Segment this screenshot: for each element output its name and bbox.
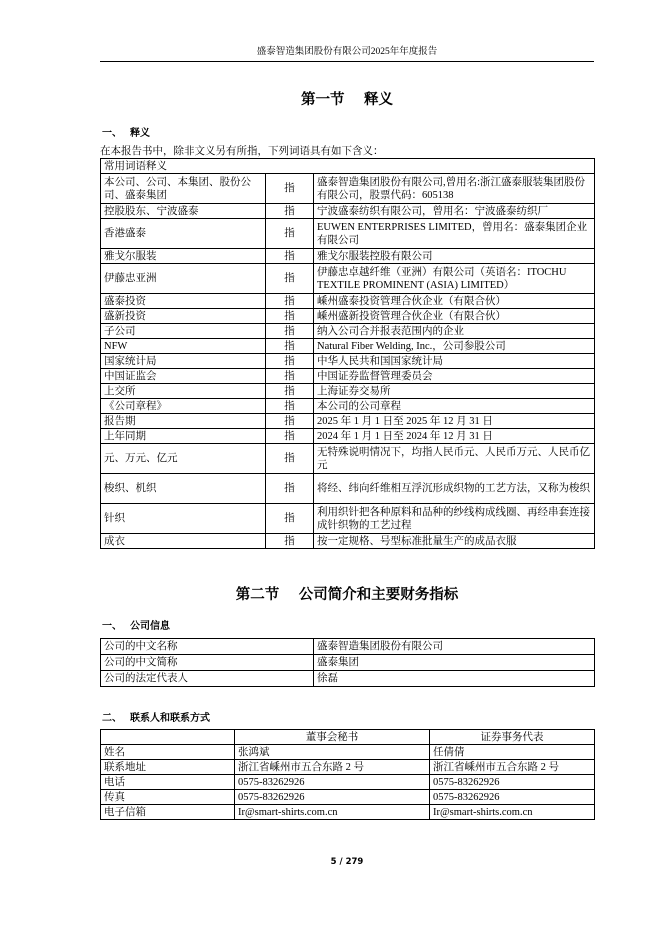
definition-text: 2025 年 1 月 1 日至 2025 年 12 月 31 日 bbox=[314, 414, 595, 429]
definition-term: 上交所 bbox=[101, 384, 266, 399]
definition-term: 盛新投资 bbox=[101, 309, 266, 324]
definition-text: 伊藤忠卓越纤维（亚洲）有限公司（英语名：ITOCHU TEXTILE PROMINENT (ASIA) LIMITED） bbox=[314, 264, 595, 294]
definition-row bbox=[101, 219, 595, 249]
header-rule bbox=[100, 61, 594, 62]
definition-separator: 指 bbox=[266, 474, 314, 504]
definition-row bbox=[101, 429, 595, 444]
contact-secretary-value: Ir@smart-shirts.com.cn bbox=[235, 805, 430, 820]
definition-separator: 指 bbox=[266, 369, 314, 384]
company-info-row bbox=[101, 671, 595, 687]
contact-secretary-value: 0575-83262926 bbox=[235, 775, 430, 790]
contact-rep-value: 任倩倩 bbox=[430, 745, 595, 760]
subsection-number: 一、 bbox=[102, 128, 122, 139]
definition-separator: 指 bbox=[266, 309, 314, 324]
company-info-row bbox=[101, 655, 595, 671]
definition-row bbox=[101, 324, 595, 339]
definition-separator: 指 bbox=[266, 399, 314, 414]
subsection-number: 一、 bbox=[102, 621, 122, 632]
definition-term: 子公司 bbox=[101, 324, 266, 339]
definition-row bbox=[101, 444, 595, 474]
subsection-definitions-heading bbox=[102, 124, 150, 139]
contact-row bbox=[101, 775, 595, 790]
definition-text: 嵊州盛新投资管理合伙企业（有限合伙） bbox=[314, 309, 595, 324]
company-info-value: 徐磊 bbox=[314, 671, 595, 687]
definition-row bbox=[101, 369, 595, 384]
definition-separator: 指 bbox=[266, 354, 314, 369]
company-info-value: 盛泰智造集团股份有限公司 bbox=[314, 639, 595, 655]
contact-row bbox=[101, 745, 595, 760]
definition-term: 梭织、机织 bbox=[101, 474, 266, 504]
definition-text: 利用织针把各种原料和品种的纱线构成线圈、再经串套连接成针织物的工艺过程 bbox=[314, 504, 595, 534]
definition-text: 本公司的公司章程 bbox=[314, 399, 595, 414]
company-info-label: 公司的中文简称 bbox=[101, 655, 314, 671]
contact-row bbox=[101, 790, 595, 805]
contact-label: 联系地址 bbox=[101, 760, 235, 775]
definition-row bbox=[101, 249, 595, 264]
contact-rep-value: 0575-83262926 bbox=[430, 790, 595, 805]
subsection-title: 联系人和联系方式 bbox=[130, 713, 210, 724]
definition-text: 将经、纬向纤维相互浮沉形成织物的工艺方法，又称为梭织 bbox=[314, 474, 595, 504]
definition-row bbox=[101, 204, 595, 219]
contacts-column-header: 董事会秘书 bbox=[235, 730, 430, 745]
definition-separator: 指 bbox=[266, 504, 314, 534]
definition-separator: 指 bbox=[266, 384, 314, 399]
definition-text: 中国证券监督管理委员会 bbox=[314, 369, 595, 384]
definition-separator: 指 bbox=[266, 219, 314, 249]
definition-row bbox=[101, 264, 595, 294]
definition-row bbox=[101, 294, 595, 309]
subsection-company-info-heading bbox=[102, 617, 170, 632]
subsection-contacts-heading bbox=[102, 709, 210, 724]
definition-term: 伊藤忠亚洲 bbox=[101, 264, 266, 294]
definition-term: 中国证监会 bbox=[101, 369, 266, 384]
definition-text: EUWEN ENTERPRISES LIMITED，曾用名：盛泰集团企业有限公司 bbox=[314, 219, 595, 249]
contact-secretary-value: 张鸿斌 bbox=[235, 745, 430, 760]
table-caption: 常用词语释义 bbox=[101, 159, 595, 174]
definition-text: 盛泰智造集团股份有限公司,曾用名:浙江盛泰服装集团股份有限公司，股票代码：605138 bbox=[314, 174, 595, 204]
definitions-table bbox=[100, 158, 595, 549]
definition-separator: 指 bbox=[266, 174, 314, 204]
definition-separator: 指 bbox=[266, 324, 314, 339]
definition-separator: 指 bbox=[266, 294, 314, 309]
contact-row bbox=[101, 760, 595, 775]
contact-rep-value: Ir@smart-shirts.com.cn bbox=[430, 805, 595, 820]
definition-text: 嵊州盛泰投资管理合伙企业（有限合伙） bbox=[314, 294, 595, 309]
definition-term: 针织 bbox=[101, 504, 266, 534]
definition-separator: 指 bbox=[266, 249, 314, 264]
definition-text: 2024 年 1 月 1 日至 2024 年 12 月 31 日 bbox=[314, 429, 595, 444]
contact-label: 传真 bbox=[101, 790, 235, 805]
definition-term: 雅戈尔服装 bbox=[101, 249, 266, 264]
definition-row bbox=[101, 309, 595, 324]
contact-rep-value: 0575-83262926 bbox=[430, 775, 595, 790]
contact-label: 电子信箱 bbox=[101, 805, 235, 820]
subsection-title: 释义 bbox=[130, 128, 150, 139]
definition-term: 香港盛泰 bbox=[101, 219, 266, 249]
intro-text: 在本报告书中，除非文义另有所指，下列词语具有如下含义： bbox=[100, 146, 384, 157]
definition-term: 本公司、公司、本集团、股份公司、盛泰集团 bbox=[101, 174, 266, 204]
definition-term: 报告期 bbox=[101, 414, 266, 429]
definition-separator: 指 bbox=[266, 429, 314, 444]
definition-separator: 指 bbox=[266, 414, 314, 429]
contact-label: 电话 bbox=[101, 775, 235, 790]
definition-row bbox=[101, 534, 595, 549]
company-info-value: 盛泰集团 bbox=[314, 655, 595, 671]
definition-text: Natural Fiber Welding, Inc.，公司参股公司 bbox=[314, 339, 595, 354]
definition-term: NFW bbox=[101, 339, 266, 354]
section-1-title: 第一节 释义 bbox=[300, 92, 394, 108]
contacts-table bbox=[100, 729, 595, 820]
definition-text: 无特殊说明情况下，均指人民币元、人民币万元、人民币亿元 bbox=[314, 444, 595, 474]
subsection-title: 公司信息 bbox=[130, 621, 170, 632]
contacts-header-row bbox=[101, 730, 595, 745]
definition-text: 中华人民共和国国家统计局 bbox=[314, 354, 595, 369]
definition-row bbox=[101, 399, 595, 414]
definition-separator: 指 bbox=[266, 444, 314, 474]
subsection-number: 二、 bbox=[102, 713, 122, 724]
definition-separator: 指 bbox=[266, 204, 314, 219]
definition-text: 上海证券交易所 bbox=[314, 384, 595, 399]
definition-term: 控股股东、宁波盛泰 bbox=[101, 204, 266, 219]
definition-row bbox=[101, 504, 595, 534]
definition-row bbox=[101, 354, 595, 369]
company-info-row bbox=[101, 639, 595, 655]
contact-secretary-value: 浙江省嵊州市五合东路 2 号 bbox=[235, 760, 430, 775]
definition-row bbox=[101, 339, 595, 354]
definition-text: 雅戈尔服装控股有限公司 bbox=[314, 249, 595, 264]
definition-text: 纳入公司合并报表范围内的企业 bbox=[314, 324, 595, 339]
definition-row bbox=[101, 174, 595, 204]
definition-row bbox=[101, 414, 595, 429]
definition-text: 宁波盛泰纺织有限公司，曾用名：宁波盛泰纺织厂 bbox=[314, 204, 595, 219]
definition-term: 成衣 bbox=[101, 534, 266, 549]
running-header: 盛泰智造集团股份有限公司2025年年度报告 bbox=[256, 47, 438, 57]
company-info-table bbox=[100, 638, 595, 687]
definition-separator: 指 bbox=[266, 534, 314, 549]
contacts-column-header: 证券事务代表 bbox=[430, 730, 595, 745]
definition-text: 按一定规格、号型标准批量生产的成品衣服 bbox=[314, 534, 595, 549]
contact-row bbox=[101, 805, 595, 820]
definition-term: 盛泰投资 bbox=[101, 294, 266, 309]
definition-term: 《公司章程》 bbox=[101, 399, 266, 414]
contact-rep-value: 浙江省嵊州市五合东路 2 号 bbox=[430, 760, 595, 775]
definition-term: 国家统计局 bbox=[101, 354, 266, 369]
definition-term: 元、万元、亿元 bbox=[101, 444, 266, 474]
definition-row bbox=[101, 474, 595, 504]
company-info-label: 公司的法定代表人 bbox=[101, 671, 314, 687]
contact-label: 姓名 bbox=[101, 745, 235, 760]
company-info-label: 公司的中文名称 bbox=[101, 639, 314, 655]
table-caption-row bbox=[101, 159, 595, 174]
page-number: 5 / 279 bbox=[330, 857, 364, 867]
definition-separator: 指 bbox=[266, 339, 314, 354]
section-2-title: 第二节 公司简介和主要财务指标 bbox=[235, 587, 459, 603]
contact-secretary-value: 0575-83262926 bbox=[235, 790, 430, 805]
definition-separator: 指 bbox=[266, 264, 314, 294]
definition-term: 上年同期 bbox=[101, 429, 266, 444]
definition-row bbox=[101, 384, 595, 399]
contacts-column-header bbox=[101, 730, 235, 745]
